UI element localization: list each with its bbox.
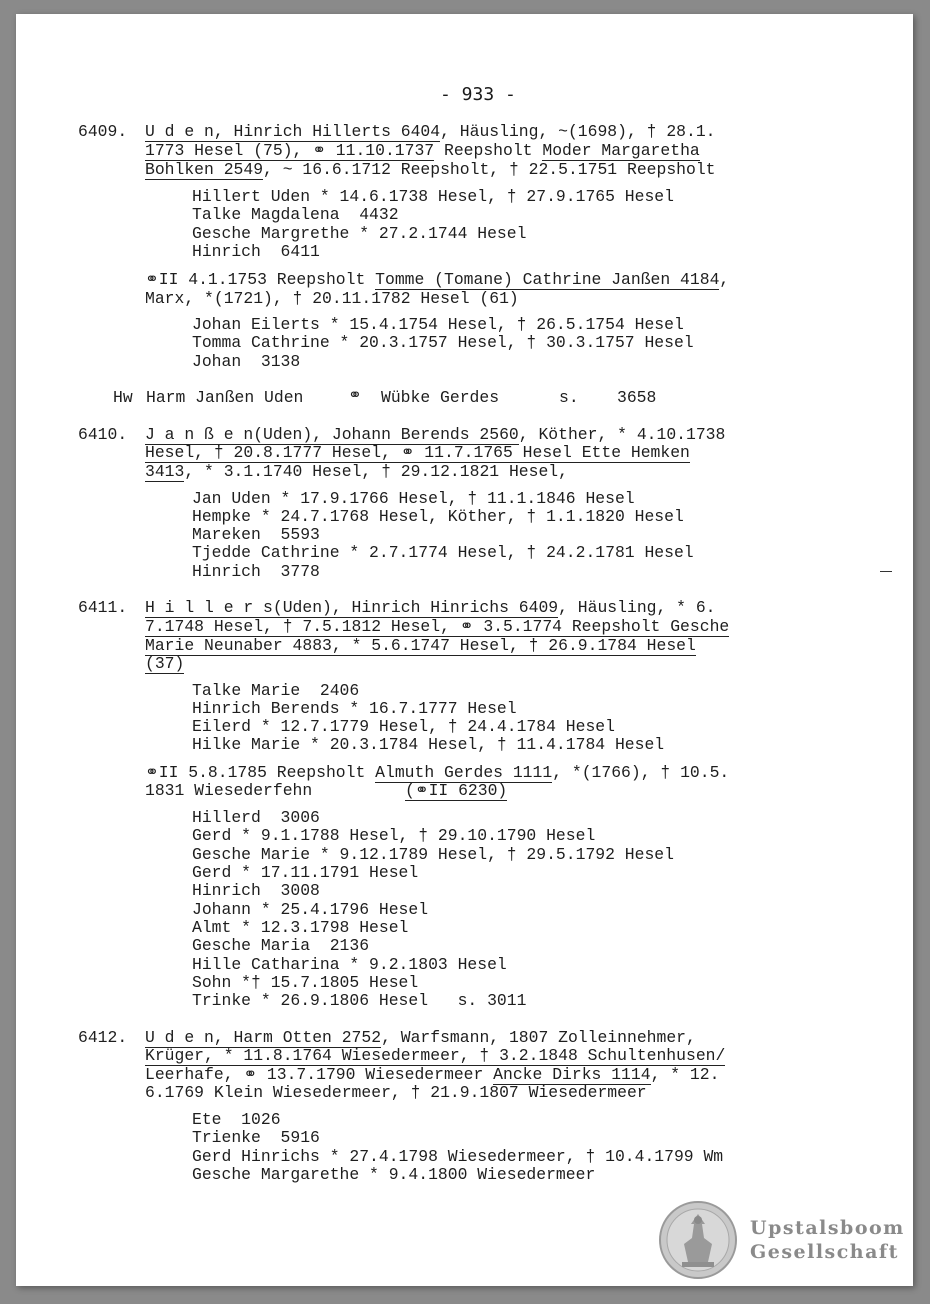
hw-spouse: Wübke Gerdes <box>381 388 500 407</box>
entry-6411-marriage: 7.1748 Hesel, † 7.5.1812 Hesel, ⚭ 3.5.1774 Reepsholt <box>145 617 671 636</box>
child-line: Hinrich 6411 <box>192 242 320 261</box>
entry-6410-line2 <box>145 443 690 462</box>
entry-6409-spouse-data: , ~ 16.6.1712 Reepsholt, † 22.5.1751 Reepsholt <box>263 160 716 179</box>
second-spouse-ref-value: (⚭II 6230) <box>405 781 508 800</box>
entry-6409-line3 <box>145 160 716 179</box>
child-line: Hille Catharina * 9.2.1803 Hesel <box>192 955 507 974</box>
entry-6410-spouse-ref: 3413 <box>145 462 185 481</box>
second-spouse: Almuth Gerdes 1111 <box>375 763 553 782</box>
entry-6412-line4: 6.1769 Klein Wiesedermeer, † 21.9.1807 Wiesedermeer <box>145 1083 647 1102</box>
entry-6412-line1 <box>145 1028 696 1047</box>
second-spouse-data: Marx, *(1721), † 20.11.1782 Hesel (61) <box>145 289 519 308</box>
entry-number-6410: 6410. <box>78 425 128 444</box>
entry-6412-spouse: Ancke Dirks 1114 <box>493 1065 651 1084</box>
child-line: Tjedde Cathrine * 2.7.1774 Hesel, † 24.2.1781 Hesel <box>192 543 694 562</box>
entry-6412-marriage: Leerhafe, ⚭ 13.7.1790 Wiesedermeer <box>145 1065 494 1084</box>
entry-6411-line3 <box>145 636 696 655</box>
entry-6411-spouse-data: , * 5.6.1747 Hesel, † 26.9.1784 Hesel <box>331 636 696 655</box>
entry-number-6412: 6412. <box>78 1028 128 1047</box>
entry-6410-marriage: Hesel, † 20.8.1777 Hesel, ⚭ 11.7.1765 Hesel <box>145 443 582 462</box>
entry-6409-text: , Häusling, ~(1698), † 28.1. <box>440 122 716 141</box>
logo-line-2: Gesellschaft <box>750 1241 899 1263</box>
entry-6410-line1 <box>145 425 725 444</box>
entry-6411-line1 <box>145 598 716 617</box>
child-line: Jan Uden * 17.9.1766 Hesel, † 11.1.1846 Hesel <box>192 489 635 508</box>
entry-number-6409: 6409. <box>78 122 128 141</box>
child-line: Talke Magdalena 4432 <box>192 205 399 224</box>
hw-marriage-symbol: ⚭ <box>348 386 362 405</box>
margin-mark <box>880 571 892 572</box>
child-line: Gesche Margrethe * 27.2.1744 Hesel <box>192 224 527 243</box>
entry-6411-name: H i l l e r s(Uden), Hinrich Hinrichs 6409 <box>145 598 559 617</box>
child-line: Eilerd * 12.7.1779 Hesel, † 24.4.1784 Hesel <box>192 717 615 736</box>
entry-6412-spouse-data: , * 12. <box>650 1065 720 1084</box>
entry-6409-name: U d e n, Hinrich Hillerts 6404 <box>145 122 441 141</box>
second-marriage-date: ⚭II 5.8.1785 Reepsholt <box>145 763 376 782</box>
child-line: Sohn *† 15.7.1805 Hesel <box>192 973 419 992</box>
second-marriage-date: ⚭II 4.1.1753 Reepsholt <box>145 270 376 289</box>
entry-6410-spouse: Ette Hemken <box>581 443 690 462</box>
entry-6410-line3 <box>145 462 568 481</box>
entry-6412-line3 <box>145 1065 719 1084</box>
entry-6412-text: , Warfsmann, 1807 Zolleinnehmer, <box>381 1028 696 1047</box>
entry-6410-name: J a n ß e n(Uden), Johann Berends 2560 <box>145 425 519 444</box>
child-line: Gerd Hinrichs * 27.4.1798 Wiesedermeer, † 10.4.1799 Wm <box>192 1147 724 1166</box>
entry-6409-marriage: 1773 Hesel (75), ⚭ 11.10.1737 <box>145 141 435 160</box>
child-line: Hilke Marie * 20.3.1784 Hesel, † 11.4.1784 Hesel <box>192 735 665 754</box>
child-line: Hillerd 3006 <box>192 808 320 827</box>
page-number: - 933 - <box>440 84 516 105</box>
child-line: Ete 1026 <box>192 1110 281 1129</box>
child-line: Gesche Maria 2136 <box>192 936 370 955</box>
child-line: Gesche Margarethe * 9.4.1800 Wiesedermeer <box>192 1165 596 1184</box>
child-line: Hinrich Berends * 16.7.1777 Hesel <box>192 699 517 718</box>
child-line: Gerd * 17.11.1791 Hesel <box>192 863 419 882</box>
age-value: (37) <box>145 654 185 673</box>
entry-number-6411: 6411. <box>78 598 128 617</box>
entry-6411-line2 <box>145 617 729 636</box>
entry-6411-text: , Häusling, * 6. <box>558 598 716 617</box>
child-line: Johann * 25.4.1796 Hesel <box>192 900 429 919</box>
entry-6411-second-marriage <box>145 763 729 782</box>
entry-6410-spouse-data: , * 3.1.1740 Hesel, † 29.12.1821 Hesel, <box>184 462 568 481</box>
child-line: Almt * 12.3.1798 Hesel <box>192 918 409 937</box>
second-spouse: Tomme (Tomane) Cathrine Janßen 4184 <box>375 270 720 289</box>
child-line: Hempke * 24.7.1768 Hesel, Köther, † 1.1.1820 Hesel <box>192 507 684 526</box>
punct: , <box>719 270 730 289</box>
child-line: Johan Eilerts * 15.4.1754 Hesel, † 26.5.1754 Hesel <box>192 315 684 334</box>
entry-6411-age <box>145 654 184 673</box>
entry-6409-line2 <box>145 141 700 160</box>
second-spouse-death-place: 1831 Wiesederfehn <box>145 781 313 800</box>
hw-label: Hw <box>113 388 133 407</box>
logo-line-1: Upstalsboom <box>750 1217 905 1239</box>
entry-6409-place: Reepsholt <box>434 141 543 160</box>
entry-6411-spouse-ref: Marie Neunaber 4883 <box>145 636 332 655</box>
entry-6409-spouse: Moder Margaretha <box>542 141 700 160</box>
child-line: Johan 3138 <box>192 352 301 371</box>
second-spouse-ref <box>405 781 507 800</box>
child-line: Trinke * 26.9.1806 Hesel s. 3011 <box>192 991 527 1010</box>
entry-6409-second-marriage <box>145 270 729 289</box>
entry-6411-spouse: Gesche <box>670 617 730 636</box>
child-line: Hinrich 3008 <box>192 881 320 900</box>
entry-6412-data: Krüger, * 11.8.1764 Wiesedermeer, † 3.2.1848 Schultenhusen/ <box>145 1046 726 1065</box>
upstalsboom-logo-text <box>750 1216 905 1264</box>
entry-6409-line1 <box>145 122 716 141</box>
entry-6409-spouse-ref: Bohlken 2549 <box>145 160 264 179</box>
child-line: Talke Marie 2406 <box>192 681 360 700</box>
child-line: Trienke 5916 <box>192 1128 320 1147</box>
hw-ref: 3658 <box>617 388 657 407</box>
second-spouse-data: , *(1766), † 10.5. <box>552 763 730 782</box>
hw-see: s. <box>559 388 579 407</box>
child-line: Gerd * 9.1.1788 Hesel, † 29.10.1790 Hesel <box>192 826 596 845</box>
child-line: Hillert Uden * 14.6.1738 Hesel, † 27.9.1765 Hesel <box>192 187 674 206</box>
child-line: Gesche Marie * 9.12.1789 Hesel, † 29.5.1792 Hesel <box>192 845 674 864</box>
child-line: Mareken 5593 <box>192 525 320 544</box>
hw-name: Harm Janßen Uden <box>146 388 304 407</box>
child-line: Tomma Cathrine * 20.3.1757 Hesel, † 30.3.1757 Hesel <box>192 333 694 352</box>
entry-6410-text: , Köther, * 4.10.1738 <box>518 425 726 444</box>
entry-6412-name: U d e n, Harm Otten 2752 <box>145 1028 382 1047</box>
upstalsboom-seal-logo <box>658 1200 738 1280</box>
entry-6412-line2 <box>145 1046 725 1065</box>
child-line: Hinrich 3778 <box>192 562 320 581</box>
